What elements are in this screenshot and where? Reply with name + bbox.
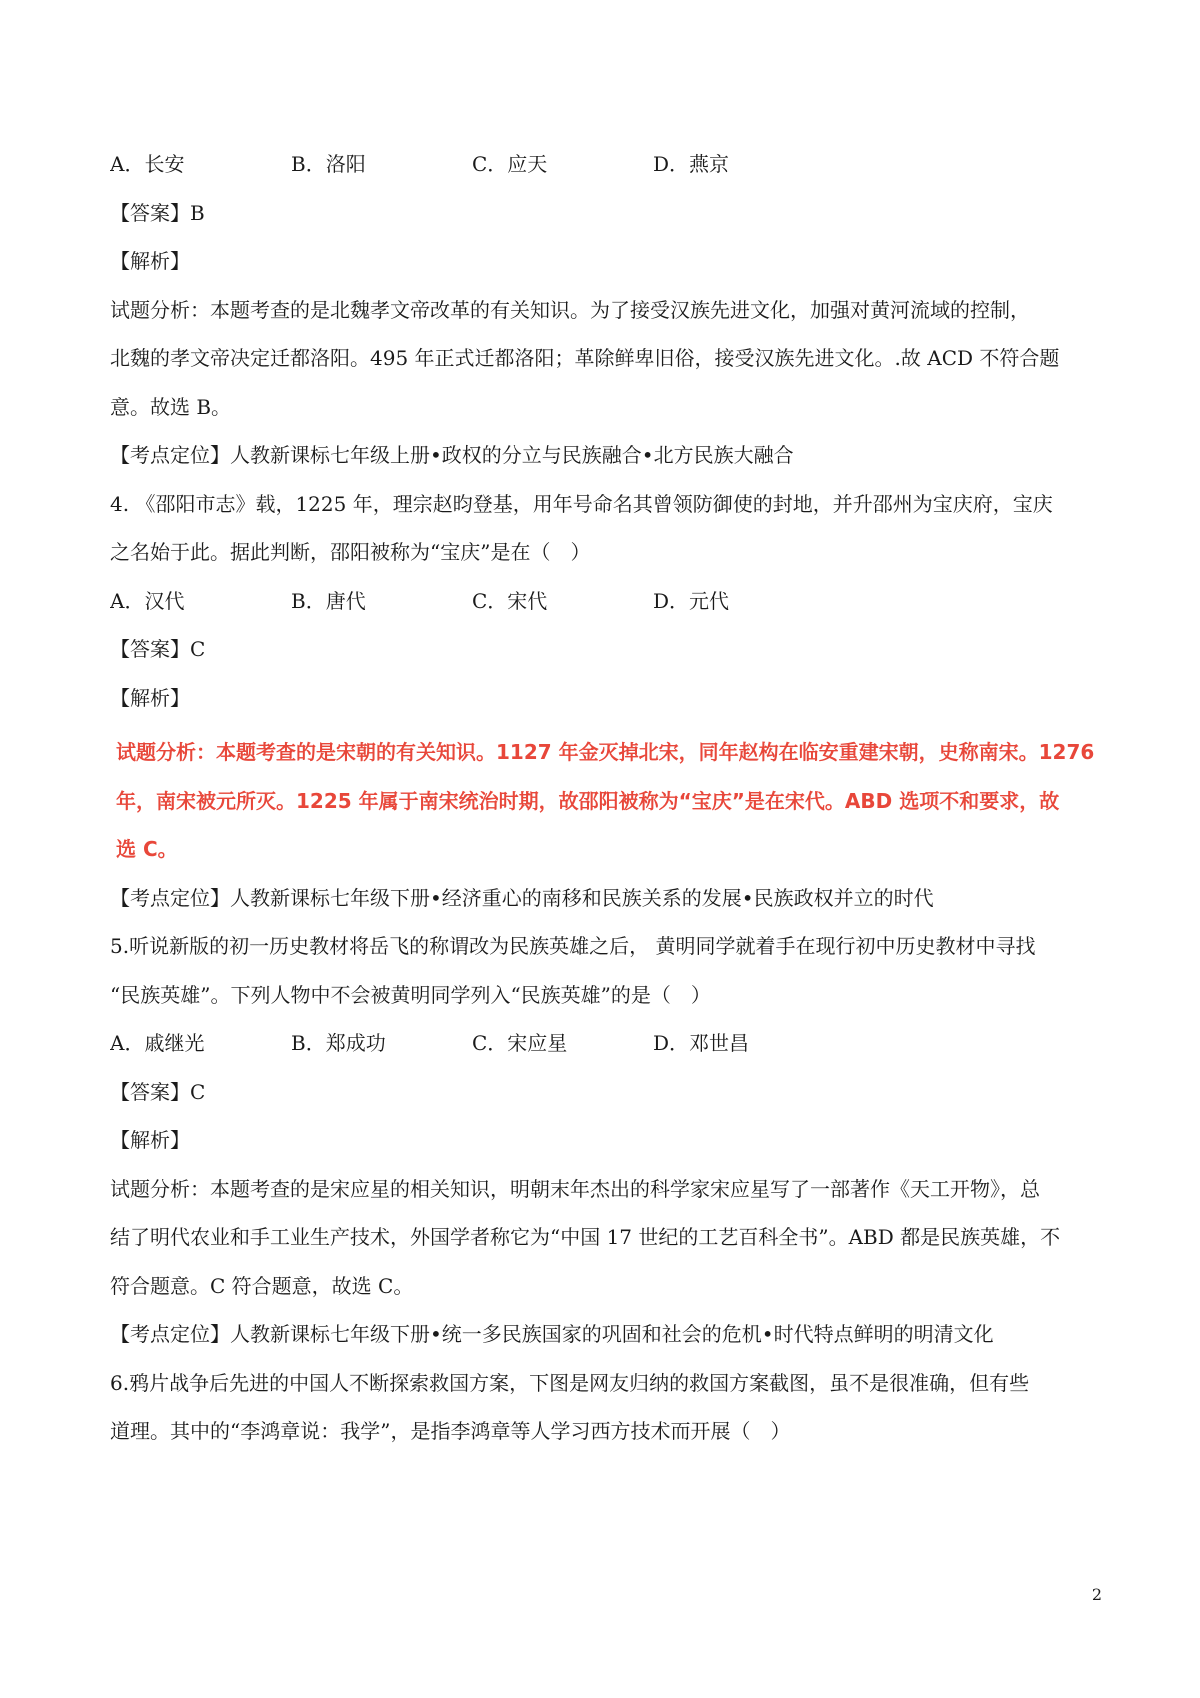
q5-option-a: A．戚继光 [110, 1031, 205, 1055]
q4-option-c: C．宋代 [472, 588, 548, 613]
q3-answer: 【答案】B [110, 200, 205, 225]
q5-option-d: D．邓世昌 [653, 1031, 750, 1055]
q4-stem-line: 4. 《邵阳市志》载，1225 年，理宗赵昀登基，用年号命名其曾领防御使的封地，并升邵州为宝庆府，宝庆 [110, 491, 1053, 516]
q5-analysis-label: 【解析】 [110, 1128, 190, 1152]
q5-stem-line: 5.听说新版的初一历史教材将岳飞的称谓改为民族英雄之后， 黄明同学就着手在现行初中历史教材中寻找 [110, 934, 1036, 958]
q3-analysis-line: 意。故选 B。 [110, 394, 232, 419]
q5-analysis-line: 符合题意。C 符合题意，故选 C。 [110, 1273, 414, 1298]
q4-analysis-line: 年，南宋被元所灭。1225 年属于南宋统治时期，故邵阳被称为“宝庆”是在宋代。ABD 选项不和要求，故 [116, 788, 1060, 813]
q3-kaodian: 【考点定位】人教新课标七年级上册•政权的分立与民族融合•北方民族大融合 [110, 443, 794, 467]
q4-analysis-highlight [110, 728, 1100, 874]
q3-option-b: B．洛阳 [291, 152, 366, 176]
q6-stem-line: 6.鸦片战争后先进的中国人不断探索救国方案，下图是网友归纳的救国方案截图，虽不是很准确，但有些 [110, 1370, 1030, 1395]
q5-option-b: B．郑成功 [291, 1031, 386, 1055]
q4-option-a: A．汉代 [110, 588, 185, 613]
q4-answer: 【答案】C [110, 637, 206, 661]
q5-option-c: C．宋应星 [472, 1031, 568, 1055]
q5-stem-line: “民族英雄”。下列人物中不会被黄明同学列入“民族英雄”的是（ ） [110, 982, 711, 1007]
q3-option-d: D．燕京 [653, 152, 730, 176]
q4-options [110, 577, 1100, 626]
q5-analysis-line: 结了明代农业和手工业生产技术，外国学者称它为“中国 17 世纪的工艺百科全书”。ABD 都是民族英雄，不 [110, 1225, 1061, 1249]
q3-option-a: A．长安 [110, 152, 185, 176]
q4-option-b: B．唐代 [291, 588, 366, 613]
q4-analysis-label: 【解析】 [110, 685, 190, 710]
q5-options [110, 1019, 1100, 1068]
q4-kaodian: 【考点定位】人教新课标七年级下册•经济重心的南移和民族关系的发展•民族政权并立的时代 [110, 885, 934, 910]
q3-analysis-line: 北魏的孝文帝决定迁都洛阳。495 年正式迁都洛阳；革除鲜卑旧俗，接受汉族先进文化。.故 ACD 不符合题 [110, 346, 1060, 370]
q5-answer: 【答案】C [110, 1079, 206, 1104]
q3-options [110, 140, 1100, 189]
q3-analysis-label: 【解析】 [110, 249, 190, 273]
q5-kaodian: 【考点定位】人教新课标七年级下册•统一多民族国家的巩固和社会的危机•时代特点鲜明的明清文化 [110, 1322, 994, 1346]
q3-analysis-line: 试题分析：本题考查的是北魏孝文帝改革的有关知识。为了接受汉族先进文化，加强对黄河流域的控制， [110, 297, 1030, 322]
q4-analysis-line: 试题分析：本题考查的是宋朝的有关知识。1127 年金灭掉北宋，同年赵构在临安重建宋朝，史称南宋。1276 [116, 740, 1095, 764]
q4-analysis-line: 选 C。 [116, 837, 178, 861]
q6-stem-line: 道理。其中的“李鸿章说：我学”，是指李鸿章等人学习西方技术而开展（ ） [110, 1419, 791, 1443]
document-page [110, 140, 1100, 1456]
q3-option-c: C．应天 [472, 152, 548, 176]
q5-analysis-line: 试题分析：本题考查的是宋应星的相关知识，明朝末年杰出的科学家宋应星写了一部著作《天工开物》，总 [110, 1176, 1040, 1201]
page-number: 2 [1091, 1585, 1102, 1604]
q4-stem-line: 之名始于此。据此判断，邵阳被称为“宝庆”是在（ ） [110, 540, 591, 564]
q4-option-d: D．元代 [653, 588, 730, 613]
